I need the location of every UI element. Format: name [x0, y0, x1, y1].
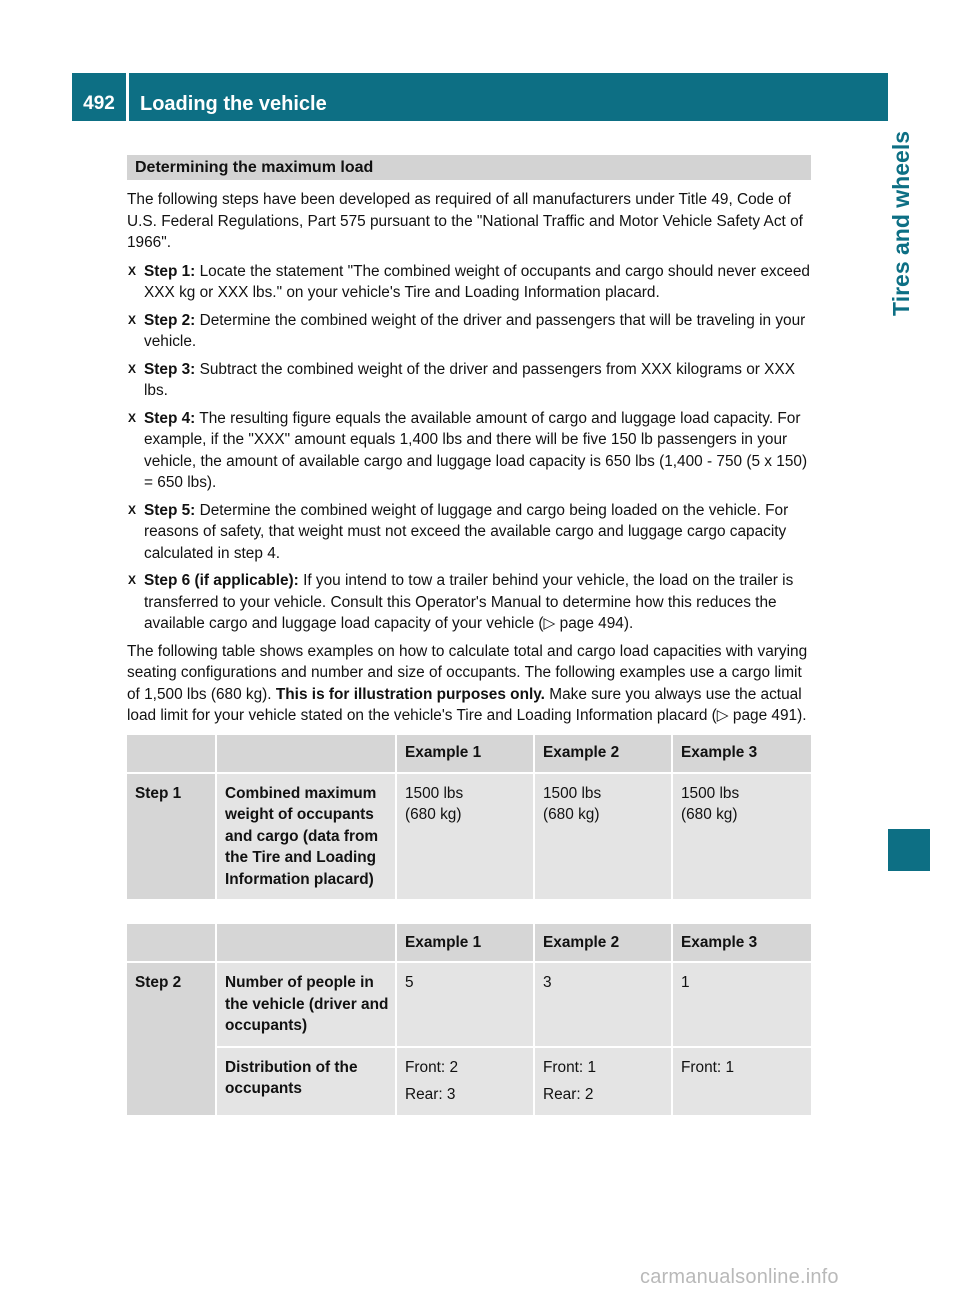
table-header-cell: Example 3 [673, 735, 811, 774]
table-header-cell: Example 3 [673, 924, 811, 963]
table-header-cell: Example 2 [535, 735, 673, 774]
arrow-bullet-icon: X [128, 361, 137, 376]
chapter-title: Loading the vehicle [140, 93, 327, 115]
table-header-cell [127, 924, 217, 963]
list-item: X Step 4: The resulting figure equals the available amount of cargo and luggage load capacity. For example, if the "XXX" amount equals 1,400 lbs and there will be five 150 lb passengers in your vehicle, the amount of available cargo and luggage load capacity is 650 lbs (1,400 - 750 (5 x 150) = 650 lbs). [128, 409, 808, 491]
section-heading: Determining the maximum load [127, 155, 811, 180]
list-item: X Step 6 (if applicable): If you intend to tow a trailer behind your vehicle, the load on the trailer is transferred to your vehicle. Consult this Operator's Manual to determine how this reduces the available cargo and luggage load capacity of your vehicle (▷ page 494). [128, 572, 794, 632]
steps-list [127, 261, 811, 635]
table-cell: Combined maximum weight of occupants and cargo (data from the Tire and Loading Information placard) [217, 774, 397, 902]
side-tab [886, 131, 916, 931]
list-item: X Step 1: Locate the statement "The combined weight of occupants and cargo should never exceed XXX kg or XXX lbs." on your vehicle's Tire and Loading Information placard. [128, 262, 810, 301]
table-row-header: Step 1 [127, 774, 217, 902]
table-row [127, 774, 811, 902]
table-cell: Front: 1 Rear: 2 [535, 1048, 673, 1117]
table-cell: 1 [673, 963, 811, 1048]
watermark: carmanualsonline.info [640, 1266, 839, 1288]
table-row [127, 963, 811, 1048]
table-header-row [127, 924, 811, 963]
arrow-bullet-icon: X [128, 573, 137, 587]
table-row-header: Step 2 [127, 963, 217, 1117]
example-paragraph: The following table shows examples on how to calculate total and cargo load capacities with varying seating configurations and number and size of occupants. The following examples use a cargo limit of 1,500 lbs (680 kg). This is for illustration purposes only. Make sure you always use the actual load limit for your vehicle stated on the vehicle's Tire and Loading Information placard (▷ page 491). [127, 642, 808, 724]
table-header-cell [217, 924, 397, 963]
main-content [127, 155, 811, 1117]
side-tab-label: Tires and wheels [888, 131, 914, 316]
table-cell: 5 [397, 963, 535, 1048]
arrow-bullet-icon: X [128, 263, 137, 278]
list-item: X Step 5: Determine the combined weight of luggage and cargo being loaded on the vehicle. For reasons of safety, that weight must not exceed the available cargo and luggage cargo capacity calculated in step 4. [128, 501, 789, 562]
table-header-row [127, 735, 811, 774]
table-row [127, 1048, 811, 1117]
table-cell: Front: 2 Rear: 3 [397, 1048, 535, 1117]
arrow-bullet-icon: X [128, 312, 137, 327]
table-cell: Number of people in the vehicle (driver and occupants) [217, 963, 397, 1048]
table-header-cell [217, 735, 397, 774]
example-table-step-1 [127, 735, 811, 902]
side-tab-marker [888, 829, 930, 871]
list-item: X Step 2: Determine the combined weight of the driver and passengers that will be traveling in your vehicle. [128, 311, 806, 350]
table-header-cell: Example 1 [397, 735, 535, 774]
table-cell: Front: 1 [673, 1048, 811, 1117]
table-cell: 3 [535, 963, 673, 1048]
intro-paragraph: The following steps have been developed as required of all manufacturers under Title 49, Code of U.S. Federal Regulations, Part 575 pursuant to the "National Traffic and Motor Vehicle Safety Act of 1966". [127, 191, 803, 251]
list-item: X Step 3: Subtract the combined weight of the driver and passengers from XXX kilograms or XXX lbs. [128, 360, 795, 399]
table-header-cell: Example 1 [397, 924, 535, 963]
table-cell: 1500 lbs (680 kg) [673, 774, 811, 902]
page-number: 492 [83, 93, 115, 114]
example-table-step-2 [127, 924, 811, 1117]
table-header-cell: Example 2 [535, 924, 673, 963]
table-header-cell [127, 735, 217, 774]
table-cell: 1500 lbs (680 kg) [397, 774, 535, 902]
table-cell: 1500 lbs (680 kg) [535, 774, 673, 902]
header-divider [126, 73, 129, 121]
table-cell: Distribution of the occupants [217, 1048, 397, 1117]
arrow-bullet-icon: X [128, 410, 137, 425]
arrow-bullet-icon: X [128, 502, 137, 517]
